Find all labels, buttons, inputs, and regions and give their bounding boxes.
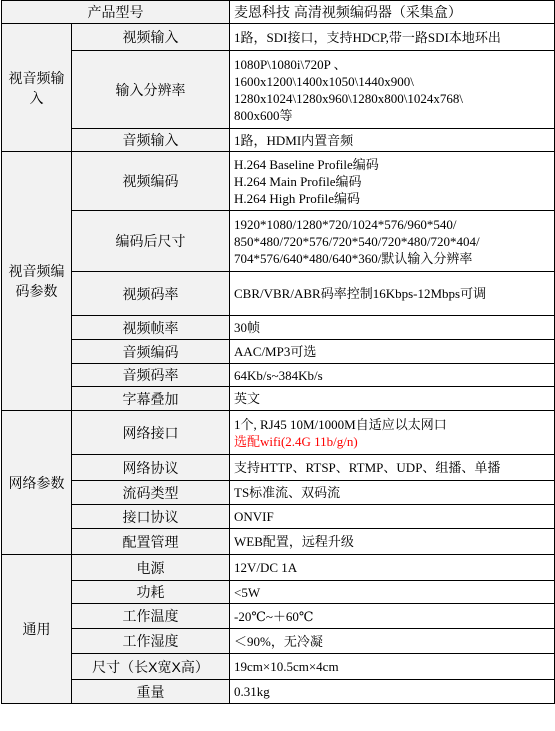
value-network-protocol: 支持HTTP、RTSP、RTMP、UDP、组播、单播 [230,455,555,481]
label-subtitle-overlay: 字幕叠加 [72,387,230,411]
value-config-management: WEB配置，远程升级 [230,529,555,555]
label-operating-humidity: 工作湿度 [72,629,230,654]
label-video-encoding: 视频编码 [72,152,230,211]
label-audio-input: 音频输入 [72,129,230,152]
row-network-interface [2,411,555,455]
spec-table [1,0,555,704]
row-config-management [2,529,555,555]
value-stream-type: TS标准流、双码流 [230,481,555,505]
value-audio-bitrate: 64Kb/s~384Kb/s [230,364,555,387]
label-config-management: 配置管理 [72,529,230,555]
row-power [2,555,555,581]
row-weight [2,680,555,704]
label-power: 电源 [72,555,230,581]
label-encoded-size: 编码后尺寸 [72,211,230,272]
row-video-bitrate [2,272,555,316]
label-weight: 重量 [72,680,230,704]
value-interface-protocol: ONVIF [230,505,555,529]
label-interface-protocol: 接口协议 [72,505,230,529]
label-dimensions: 尺寸（长X宽X高） [72,654,230,680]
label-video-input: 视频输入 [72,24,230,51]
row-video-input [2,24,555,51]
row-input-resolution [2,51,555,129]
value-dimensions: 19cm×10.5cm×4cm [230,654,555,680]
value-audio-input: 1路，HDMI内置音频 [230,129,555,152]
row-operating-temperature [2,604,555,629]
value-operating-temperature: -20℃~＋60℃ [230,604,555,629]
row-encoded-size [2,211,555,272]
label-input-resolution: 输入分辨率 [72,51,230,129]
row-audio-bitrate [2,364,555,387]
row-operating-humidity [2,629,555,654]
row-network-protocol [2,455,555,481]
value-weight: 0.31kg [230,680,555,704]
row-video-framerate [2,316,555,340]
row-dimensions [2,654,555,680]
label-video-bitrate: 视频码率 [72,272,230,316]
value-video-framerate: 30帧 [230,316,555,340]
row-interface-protocol [2,505,555,529]
row-stream-type [2,481,555,505]
section-title-av-input: 视音频输入 [2,24,72,152]
value-encoded-size: 1920*1080/1280*720/1024*576/960*540/ 850*480/720*576/720*540/720*480/720*404/ 704*576/640*480/640*360/默认输入分辨率 [230,211,555,272]
section-title-network: 网络参数 [2,411,72,555]
value-video-input: 1路，SDI接口，支持HDCP,带一路SDI本地环出 [230,24,555,51]
value-audio-encoding: AAC/MP3可选 [230,340,555,364]
row-product-model [2,1,555,24]
value-power-consumption: <5W [230,581,555,604]
label-audio-encoding: 音频编码 [72,340,230,364]
value-subtitle-overlay: 英文 [230,387,555,411]
product-model-value: 麦恩科技 高清视频编码器（采集盒） [230,1,555,24]
section-title-av-encode: 视音频编码参数 [2,152,72,411]
value-input-resolution: 1080P\1080i\720P 、 1600x1200\1400x1050\1440x900\ 1280x1024\1280x960\1280x800\1024x768\ 800x600等 [230,51,555,129]
value-video-bitrate: CBR/VBR/ABR码率控制16Kbps-12Mbps可调 [230,272,555,316]
label-stream-type: 流码类型 [72,481,230,505]
value-video-encoding: H.264 Baseline Profile编码 H.264 Main Profile编码 H.264 High Profile编码 [230,152,555,211]
label-operating-temperature: 工作温度 [72,604,230,629]
row-subtitle-overlay [2,387,555,411]
value-power: 12V/DC 1A [230,555,555,581]
label-audio-bitrate: 音频码率 [72,364,230,387]
label-power-consumption: 功耗 [72,581,230,604]
product-model-label: 产品型号 [2,1,230,24]
row-power-consumption [2,581,555,604]
value-operating-humidity: ＜90%，无冷凝 [230,629,555,654]
row-audio-input [2,129,555,152]
label-network-protocol: 网络协议 [72,455,230,481]
value-network-interface: 1个, RJ45 10M/1000M自适应以太网口 选配wifi(2.4G 11b/g/n) [230,411,555,455]
label-video-framerate: 视频帧率 [72,316,230,340]
label-network-interface: 网络接口 [72,411,230,455]
wifi-option-note: 选配wifi(2.4G 11b/g/n) [234,433,358,449]
section-title-general: 通用 [2,555,72,704]
row-video-encoding [2,152,555,211]
row-audio-encoding [2,340,555,364]
